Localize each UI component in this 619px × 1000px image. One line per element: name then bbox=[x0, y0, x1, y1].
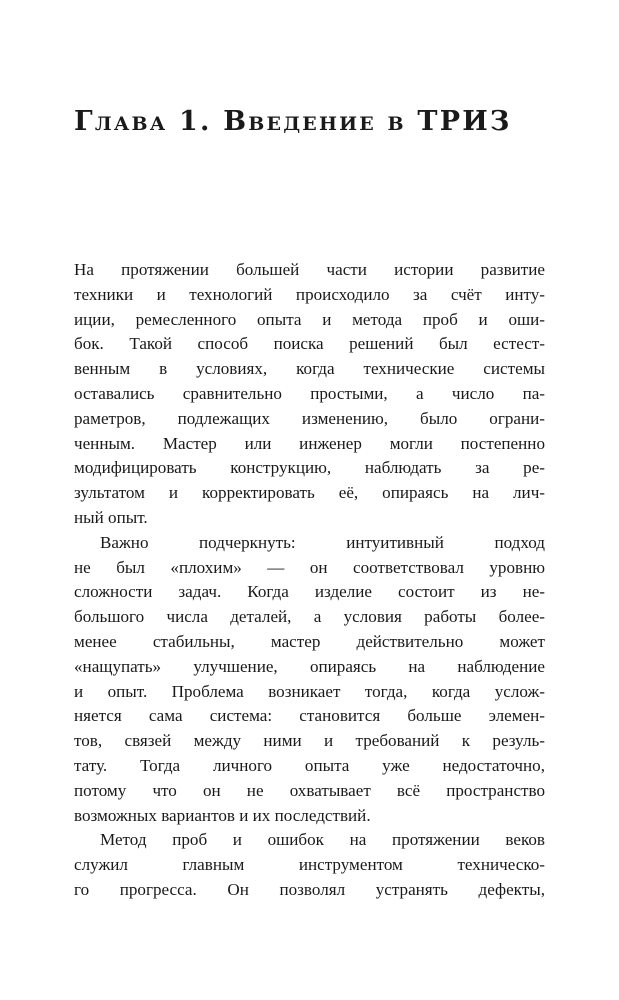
text-line: возможных вариантов и их последствий. bbox=[74, 805, 371, 825]
text-line: На протяжении большей части истории развитие bbox=[74, 260, 545, 279]
text-line: тату. Тогда личного опыта уже недостаточно, bbox=[74, 755, 545, 775]
text-line: зультатом и корректировать её, опираясь на лич- bbox=[74, 483, 545, 503]
text-line: Метод проб и ошибок на протяжении веков bbox=[100, 830, 545, 850]
text-line: техники и технологий происходило за счёт инту- bbox=[74, 284, 545, 304]
chapter-title: Глава 1. Введение в ТРИЗ bbox=[74, 106, 512, 137]
text-line: оставались сравнительно простыми, а число па- bbox=[74, 383, 545, 403]
text-line: иции, ремесленного опыта и метода проб и оши- bbox=[74, 309, 545, 329]
text-line: сложности задач. Когда изделие состоит из не- bbox=[74, 582, 545, 602]
text-line: и опыт. Проблема возникает тогда, когда услож- bbox=[74, 681, 545, 701]
text-line: ченным. Мастер или инженер могли постепенно bbox=[74, 433, 545, 453]
text-line: раметров, подлежащих изменению, было ограни- bbox=[74, 408, 545, 428]
text-line: ный опыт. bbox=[74, 507, 148, 527]
text-line: няется сама система: становится больше элемен- bbox=[74, 706, 545, 726]
text-line: потому что он не охватывает всё пространство bbox=[74, 780, 545, 800]
text-line: менее стабильны, мастер действительно может bbox=[74, 631, 545, 651]
text-line: не был «плохим» — он соответствовал уровню bbox=[74, 557, 545, 577]
text-line: большого числа деталей, а условия работы более- bbox=[74, 607, 545, 627]
text-line: модифицировать конструкцию, наблюдать за ре- bbox=[74, 458, 545, 478]
paragraph-2 bbox=[74, 531, 545, 829]
text-line: «нащупать» улучшение, опираясь на наблюдение bbox=[74, 656, 545, 676]
paragraph-3 bbox=[74, 828, 545, 902]
paragraph-1 bbox=[74, 258, 545, 531]
text-line: венным в условиях, когда технические системы bbox=[74, 359, 545, 379]
text-line: бок. Такой способ поиска решений был естест- bbox=[74, 334, 545, 354]
text-line: тов, связей между ними и требований к резуль- bbox=[74, 731, 545, 751]
text-line: го прогресса. Он позволял устранять дефекты, bbox=[74, 879, 545, 899]
body-text bbox=[74, 258, 545, 903]
text-line: Важно подчеркнуть: интуитивный подход bbox=[100, 532, 545, 552]
text-line: служил главным инструментом техническо- bbox=[74, 855, 545, 875]
